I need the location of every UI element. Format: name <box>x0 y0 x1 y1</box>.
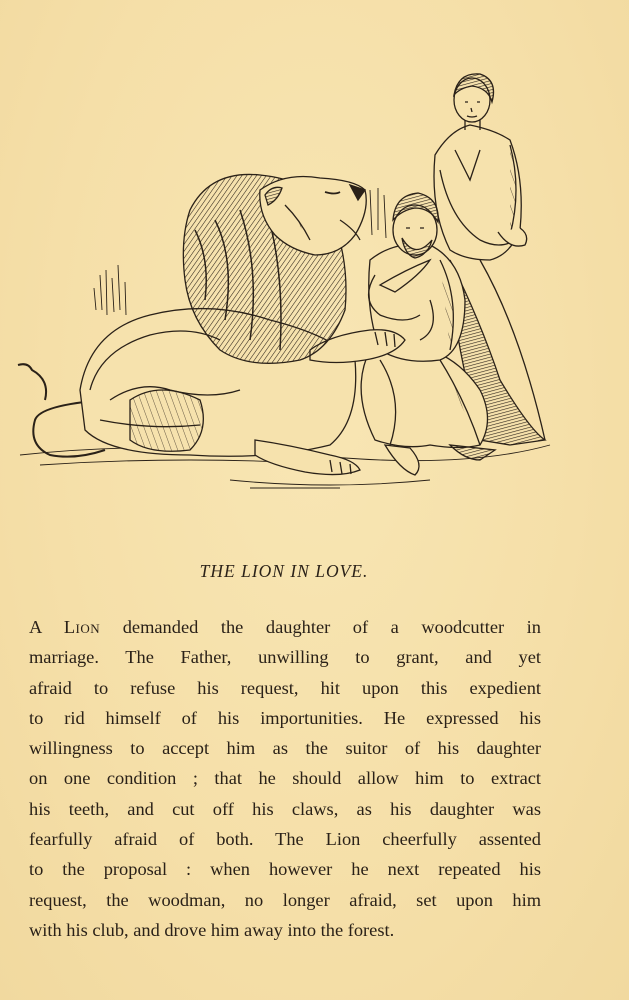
text-line-1 <box>29 612 541 642</box>
text-line-4: to rid himself of his importunities. He expressed his <box>29 707 541 728</box>
text-line-7: his teeth, and cut off his claws, as his daughter was <box>29 798 541 819</box>
lion-figure <box>18 174 405 474</box>
text-line-1-rest: demanded the daughter of a woodcutter in <box>100 617 541 637</box>
text-line-2: marriage. The Father, unwilling to grant, and yet <box>29 647 541 668</box>
text-line-9: to the proposal : when however he next repeated his <box>29 859 541 880</box>
engraving-image <box>10 60 555 510</box>
lion-in-love-illustration <box>10 60 555 510</box>
fable-text <box>29 612 541 945</box>
text-line-5: willingness to accept him as the suitor of his daughter <box>29 738 541 759</box>
opening-word: Lion <box>63 617 101 637</box>
text-line-6: on one condition ; that he should allow him to extract <box>29 768 541 789</box>
text-line-11: with his club, and drove him away into the forest. <box>29 919 395 940</box>
text-line-10: request, the woodman, no longer afraid, set upon him <box>29 889 541 910</box>
text-line-3: afraid to refuse his request, hit upon this expedient <box>29 677 541 698</box>
opening-letter: A <box>29 617 64 637</box>
illustration-caption: THE LION IN LOVE. <box>199 561 369 581</box>
text-line-8: fearfully afraid of both. The Lion cheerfully assented <box>29 829 541 850</box>
